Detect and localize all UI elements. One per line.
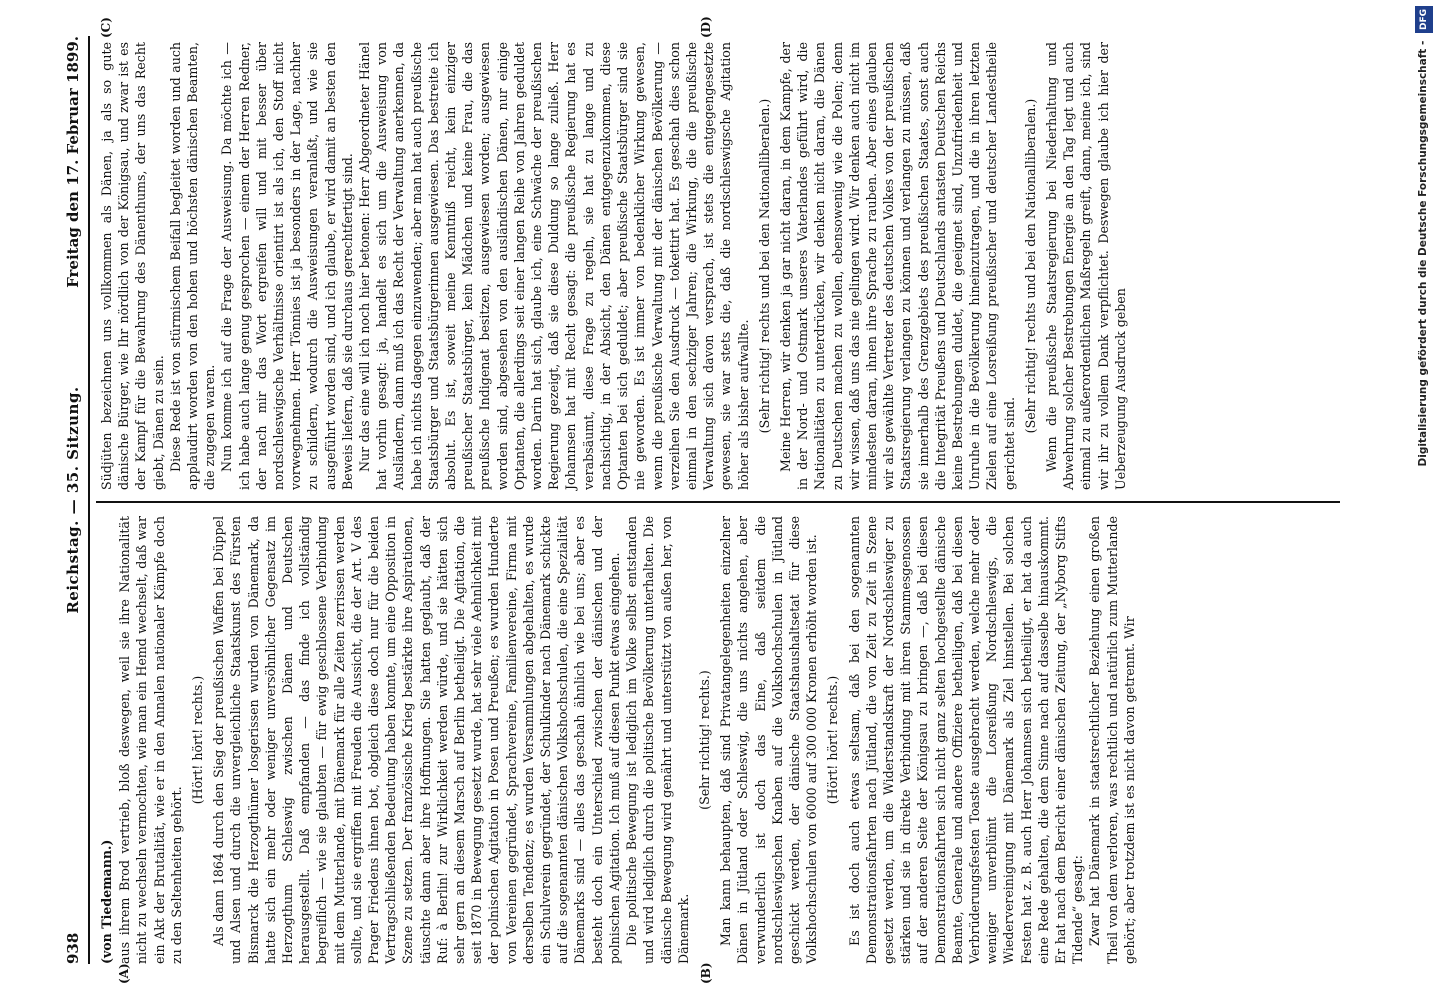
paragraph: Wenn die preußische Staatsregierung bei Niederhaltung und Abwehrung solcher Bestrebungen Energie an den Tag legt und auch einmal zu außerordentlichen Maßregeln greift, dann, meine ich, sind wir ihr zu vollem Dank verpflichtet. Deswegen glaube ich hier der Ueberzeugung Ausdruck geben (1043, 42, 1128, 490)
paragraph: aus ihrem Brod vertrieb, bloß deswegen, weil sie ihre Nationalität nicht zu wechseln vermochten, wie man ein Hemd wechselt, daß war ein Akt der Brutalität, wie er in den Annalen nationaler Kämpfe doch zu den Seltenheiten gehört. (117, 516, 184, 964)
dfg-logo: DFG (1415, 6, 1433, 33)
interjection: (Sehr richtig! rechts und bei den Nationalliberalen.) (1022, 98, 1038, 434)
left-column (98, 516, 1370, 984)
rotated-page (62, 16, 1370, 984)
quotation: Zwar hat Dänemark in staatsrechtlicher Beziehung einen großen Theil von dem verloren, was rechtlich und natürlich zum Mutterlande gehört; aber trotzdem ist es nicht davon getrennt. Wir (1087, 516, 1137, 964)
interjection: (Sehr richtig! rechts.) (696, 670, 712, 810)
running-head (62, 36, 90, 964)
speaker-label: (von Tiedemann.) (99, 839, 114, 964)
paragraph: Die politische Bewegung ist lediglich im Volke selbst entstanden und wird lediglich durch die politische Bevölkerung unterhalten. Die dänische Bewegung wird genährt und unterstützt von außen her, von Dänemark. (624, 516, 691, 964)
page-number: 938 (64, 932, 82, 964)
session-date: Freitag den 17. Februar 1899. (64, 36, 82, 288)
paragraph: Diese Rede ist von stürmischem Beifall begleitet worden und auch applaudirt worden von den hohen und höchsten dänischen Beamten, die zugegen waren. (167, 42, 218, 490)
session-title: Reichstag. — 35. Sitzung. (64, 386, 82, 614)
paragraph: Es ist doch auch etwas seltsam, daß bei den sogenannten Demonstrationsfahrten nach Jütland, die von Zeit zu Zeit in Szene gesetzt werden, um die Widerstandskraft der Nordschleswiger zu stärken und sie in direkte Verbindung mit ihren Stammesgenossen auf der anderen Seite der Königsau zu bringen —, daß bei diesen Demonstrationsfahrten sich nicht ganz selten hochgestellte dänische Beamte, Generale und andere Offiziere betheiligen, daß bei diesen Verbrüderungsfesten Toaste ausgebracht werden, welche mehr oder weniger unverblümt die Losreißung Nordschleswigs, die Wiedervereinigung mit Dänemark als Ziel hinstellen. Bei solchen Festen hat z. B. auch Herr Johannsen sich betheiligt, er hat da auch eine Rede gehalten, die dem Sinne nach auf dasselbe hinauskommt. Er hat nach dem Bericht einer dänischen Zeitung, der „Nyborg Stifts Tidende“ gesagt: (846, 516, 1086, 964)
right-column (98, 16, 1370, 490)
interjection: (Hört! hört! rechts.) (825, 675, 841, 805)
interjection: (Sehr richtig! rechts und bei den Nationalliberalen.) (756, 98, 772, 434)
margin-marker-c: (C) (99, 17, 113, 38)
paragraph: Meine Herren, wir denken ja gar nicht daran, in dem Kampfe, der in der Nord- und Ostmark unseres Vaterlandes geführt wird, die Nationalitäten zu unterdrücken, wir denken nicht daran, die Dänen zu Deutschen machen zu wollen, ebensowenig wie die Polen; denn wir wissen, daß uns das nie gelingen wird. Wir denken auch nicht im mindesten daran, ihnen ihre Sprache zu rauben. Aber eines glauben wir als gewählte Vertreter des deutschen Volkes von der preußischen Staatsregierung verlangen zu können und verlangen zu müssen, daß sie innerhalb des Grenzgebiets des preußischen Staates, sonst auch die Integrität Preußens und Deutschlands antasten Deutschen Reichs keine Bestrebungen duldet, die geeignet sind, Unzufriedenheit und Unruhe in die Bevölkerung hineinzutragen, und die in ihren letzten Zielen auf eine Losreißung preußischer und deutscher Landestheile gerichtet sind. (777, 42, 1017, 490)
paragraph: Nur das eine will ich noch hier betonen: Herr Abgeordneter Hänel hat vorhin gesagt: ja, handelt es sich um die Ausweisung von Ausländern, dann muß ich das Recht der Verwaltung anerkennen, da habe ich nichts dagegen einzuwenden; aber man hat auch preußische Staatsbürger und Staatsbürgerinnen ausgewiesen. Das bestreite ich absolut. Es ist, soweit meine Kenntniß reicht, kein einziger preußischer Staatsbürger, kein Mädchen und keine Frau, die das preußische Indigenat besitzen, ausgewiesen worden; ausgewiesen worden sind, abgesehen von den ausländischen Dänen, nur einige Optanten, die allerdings seit einer langen Reihe von Jahren geduldet worden. Darin hat sich, glaube ich, eine Schwäche der preußischen Regierung gezeigt, daß sie diese Duldung so lange zuließ. Herr Johannsen hat mit Recht gesagt: die preußische Regierung hat es verabsäumt, diese Frage zu regeln, sie hat zu lange und zu nachsichtig, in der Absicht, den Dänen entgegenzukommen, diese Optanten bei sich geduldet; aber preußische Staatsbürger sind sie nie geworden. Es ist immer von bedenklicher Wirkung gewesen, wenn die preußische Verwaltung mit der dänischen Bevölkerung — verzeihen Sie den Ausdruck — tokettirt hat. Es geschah dies schon einmal in den sechziger Jahren; die Wirkung, die die preußische Verwaltung sich davon versprach, ist stets die entgegengesetzte gewesen, sie war stets die, daß die nordschleswigsche Agitation höher als bisher aufwallte. (357, 42, 751, 490)
quotation: Südjüten bezeichnen uns vollkommen als Dänen, ja als so gute dänische Bürger, wie Ihr nördlich von der Königsau, und zwar ist es der Kampf für die Bewahrung des Dänenthums, der uns das Recht giebt, Dänen zu sein. (99, 42, 166, 490)
watermark-text: Digitalisierung gefördert durch die Deutsche Forschungsgemeinschaft - (1417, 40, 1429, 467)
paragraph: Man kann behaupten, daß sind Privatangelegenheiten einzelner Dänen in Jütland oder Schleswig, die uns nichts angehen, aber verwunderlich ist doch das Eine, daß seitdem die nordschleswigschen Knaben auf die Volkshochschulen in Jütland geschickt werden, der dänische Staatshaushaltsetat für diese Volkshochschulen von 6000 auf 300 000 Kronen erhöht worden ist. (718, 516, 820, 964)
dfg-watermark (1414, 6, 1432, 966)
paragraph: Als dann 1864 durch den Sieg der preußischen Waffen bei Düppel und Alsen und durch die unvergleichliche Staatskunst des Fürsten Bismarck die Herzogthümer losgerissen wurden von Dänemark, da hatte sich ein mehr oder weniger unversöhnlicher Gegensatz im Herzogthum Schleswig zwischen Dänen und Deutschen herausgestellt. Daß empfanden — das finde ich vollständig begreiflich — wie sie glaubten — für ewig geschlossene Verbindung mit dem Mutterlande, mit Dänemark für alle Zeiten zerrissen werden sollte, und sie ergriffen mit Freuden die Aussicht, die der Art. V des Prager Friedens ihnen bot, obgleich diese doch nur für die beiden Vertragschließenden Bedeutung haben konnte, um eine Opposition in Szene zu setzen. Der französische Krieg bestärkte ihre Aspirationen, täuschte dann aber ihre Hoffnungen. Sie hatten geglaubt, daß der Ruf: à Berlin! zur Wirklichkeit werden würde, und sie hätten sich sehr gern an diesem Marsch auf Berlin betheiligt. Die Agitation, die seit 1870 in Bewegung gesetzt wurde, hat sehr viele Aehnlichkeit mit der polnischen Agitation in Posen und Preußen; es wurden Hunderte von Vereinen gegründet, Sprachvereine, Familienvereine, Firma mit derselben Tendenz; es wurden Versammlungen abgehalten, es wurde ein Schulverein gegründet, der Schulkinder nach Dänemark schickte auf die sogenannten dänischen Volkshochschulen, die eine Spezialität Dänemarks sind — alles das geschah ähnlich wie bei uns; aber es besteht doch ein Unterschied zwischen der dänischen und der polnischen Agitation. Ich muß auf diesen Punkt etwas eingehen. (211, 516, 622, 964)
interjection: (Hört! hört! rechts.) (190, 675, 206, 805)
margin-marker-b: (B) (699, 962, 713, 984)
paragraph: Nun komme ich auf die Frage der Ausweisung. Da möchte ich — ich habe auch lange genug gesprochen — einem der Herren Redner, der nach mir das Wort ergreifen will und mit besser über nordschleswigsche Verhältnisse orientirt ist als ich, den Stoff nicht vorwegnehmen. Herr Tönnies ist ja besonders in der Lage, nachher zu schildern, wodurch die Ausweisungen veranlaßt, und wie sie ausgeführt worden sind, und ich glaube, er wird damit an besten den Beweis liefern, daß sie durchaus gerechtfertigt sind. (219, 42, 355, 490)
watermark-text-wrapper (1414, 6, 1432, 966)
margin-marker-a: (A) (117, 963, 131, 984)
column-divider (96, 501, 1340, 503)
margin-marker-d: (D) (699, 16, 713, 38)
